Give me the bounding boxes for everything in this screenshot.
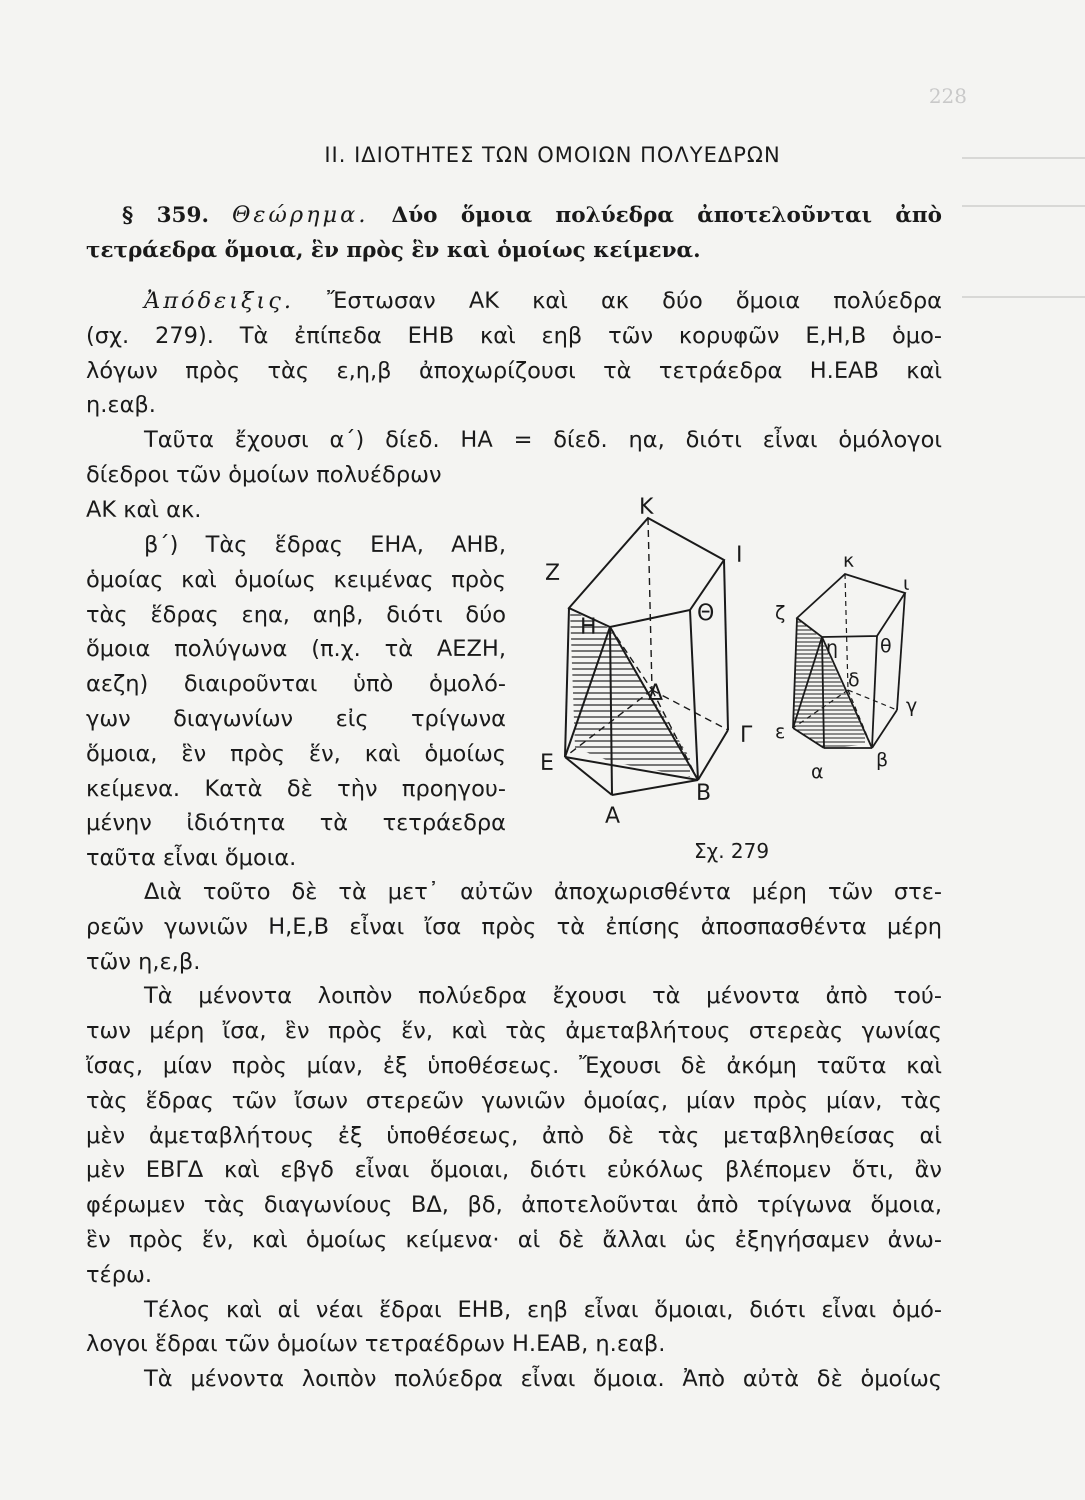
proof-text: ΑΚ καὶ ακ.: [86, 496, 202, 523]
bleed-through-mark: [962, 205, 1085, 207]
body-text: [86, 875, 942, 1397]
theorem-text: Δύο ὅμοια πολύεδρα ἀποτελοῦνται ἀπὸ: [391, 203, 943, 228]
label-d: δ: [848, 669, 860, 691]
column-line: ὅμοια, ἓν πρὸς ἕν, καὶ ὁμοίως: [86, 740, 506, 767]
body-line: ἓν πρὸς ἕν, καὶ ὁμοίως κείμενα· αἱ δὲ ἄλλαι ὡς ἐξηγήσαμεν ἀνω-: [86, 1226, 942, 1253]
narrow-column: [86, 528, 506, 876]
body-line: τέρω.: [86, 1261, 152, 1288]
label-E: Ε: [540, 751, 554, 776]
label-k: κ: [843, 550, 855, 572]
label-z: ζ: [775, 602, 786, 624]
column-line: ταῦτα εἶναι ὅμοια.: [86, 845, 297, 872]
proof-text: δίεδροι τῶν ὁμοίων πολυέδρων: [86, 461, 442, 488]
label-a: α: [811, 761, 824, 783]
column-line: κείμενα. Κατὰ δὲ τὴν προηγου-: [86, 775, 506, 802]
theorem-block: [86, 198, 942, 269]
proof-label: Ἀπόδειξις.: [144, 288, 294, 314]
label-g: γ: [906, 695, 918, 717]
label-H: Η: [580, 615, 597, 640]
body-line: Τέλος καὶ αἱ νέαι ἕδραι ΕΗΒ, εηβ εἶναι ὅμοιαι, διότι εἶναι ὁμό-: [144, 1296, 942, 1323]
label-th: θ: [880, 635, 892, 657]
label-D: Δ: [648, 681, 664, 706]
page-number: 228: [928, 84, 967, 108]
bleed-through-mark: [962, 296, 1085, 298]
proof-text: η.εαβ.: [86, 392, 156, 419]
column-line: ὅμοια πολύγωνα (π.χ. τὰ ΑΕΖΗ,: [86, 636, 506, 663]
label-I: Ι: [736, 543, 743, 568]
body-line: των μέρη ἴσα, ἓν πρὸς ἕν, καὶ τὰς ἀμεταβλήτους στερεὰς γωνίας: [86, 1018, 942, 1045]
body-line: ρεῶν γωνιῶν Η,Ε,Β εἶναι ἴσα πρὸς τὰ ἐπίσης ἀποσπασθέντα μέρη: [86, 913, 942, 940]
theorem-text: τετράεδρα ὅμοια, ἓν πρὸς ἓν καὶ ὁμοίως κείμενα.: [86, 237, 701, 263]
figure-279: [520, 490, 960, 870]
column-line: αεζη) διαιροῦνται ὑπὸ ὁμολό-: [86, 671, 506, 698]
label-h: η: [826, 637, 839, 659]
body-line: μὲν ΕΒΓΔ καὶ εβγδ εἶναι ὅμοιαι, διότι εὐκόλως βλέπομεν ὅτι, ἂν: [86, 1157, 942, 1184]
body-line: τὰς ἕδρας τῶν ἴσων στερεῶν γωνιῶν ὁμοίας, μίαν πρὸς μίαν, τὰς: [86, 1087, 942, 1114]
label-G: Γ: [740, 723, 753, 748]
label-B: Β: [696, 781, 712, 806]
small-prism: [793, 574, 905, 748]
body-line: τῶν η,ε,β.: [86, 948, 201, 975]
body-line: λογοι ἕδραι τῶν ὁμοίων τετραέδρων Η.ΕΑΒ, η.εαβ.: [86, 1331, 666, 1358]
proof-text: (σχ. 279). Τὰ ἐπίπεδα ΕΗΒ καὶ εηβ τῶν κορυφῶν Ε,Η,Β ὁμο-: [86, 322, 942, 349]
figure-caption: Σχ. 279: [694, 839, 770, 863]
label-Th: Θ: [697, 601, 715, 626]
body-line: Διὰ τοῦτο δὲ τὰ μετ᾽ αὐτῶν ἀποχωρισθέντα μέρη τῶν στε-: [144, 879, 942, 905]
body-line: μὲν ἀμεταβλήτους ἐξ ὑποθέσεως, ἀπὸ δὲ τὰς μεταβληθείσας αἱ: [86, 1122, 942, 1149]
column-line: τὰς ἕδρας εηα, αηβ, διότι δύο: [86, 601, 506, 628]
label-b: β: [876, 749, 889, 771]
body-line: ἴσας, μίαν πρὸς μίαν, ἐξ ὑποθέσεως. Ἔχουσι δὲ ἀκόμη ταῦτα καὶ: [86, 1052, 942, 1079]
column-line: γων διαγωνίων εἰς τρίγωνα: [86, 705, 506, 732]
label-A: Α: [605, 804, 621, 829]
theorem-label: Θεώρημα.: [231, 202, 369, 228]
running-head: II. ΙΔΙΟΤΗΤΕΣ ΤΩΝ ΟΜΟΙΩΝ ΠΟΛΥΕΔΡΩΝ: [324, 143, 781, 167]
body-line: Τὰ μένοντα λοιπὸν πολύεδρα εἶναι ὅμοια. Ἀπὸ αὐτὰ δὲ ὁμοίως: [144, 1366, 942, 1393]
proof-text: λόγων πρὸς τὰς ε,η,β ἀποχωρίζουσι τὰ τετράεδρα Η.ΕΑΒ καὶ: [86, 357, 942, 384]
proof-text: Ἔστωσαν ΑΚ καὶ ακ δύο ὅμοια πολύεδρα: [327, 288, 942, 314]
large-prism: [565, 518, 728, 795]
column-line: β΄) Τὰς ἕδρας ΕΗΑ, ΑΗΒ,: [144, 532, 506, 558]
label-K: Κ: [639, 495, 654, 520]
proof-text: Ταῦτα ἔχουσι α΄) δίεδ. ΗΑ = δίεδ. ηα, διότι εἶναι ὁμόλογοι: [144, 427, 942, 454]
column-line: μένην ἰδιότητα τὰ τετράεδρα: [86, 810, 506, 837]
body-line: Τὰ μένοντα λοιπὸν πολύεδρα ἔχουσι τὰ μένοντα ἀπὸ τού-: [144, 983, 942, 1010]
label-i: ι: [903, 573, 910, 595]
label-Z: Ζ: [545, 561, 561, 586]
column-line: ὁμοίας καὶ ὁμοίως κειμένας πρὸς: [86, 566, 506, 593]
section-number: § 359.: [122, 203, 209, 228]
label-e: ε: [775, 721, 786, 743]
body-line: φέρωμεν τὰς διαγωνίους ΒΔ, βδ, ἀποτελοῦνται ἀπὸ τρίγωνα ὅμοια,: [86, 1192, 942, 1219]
